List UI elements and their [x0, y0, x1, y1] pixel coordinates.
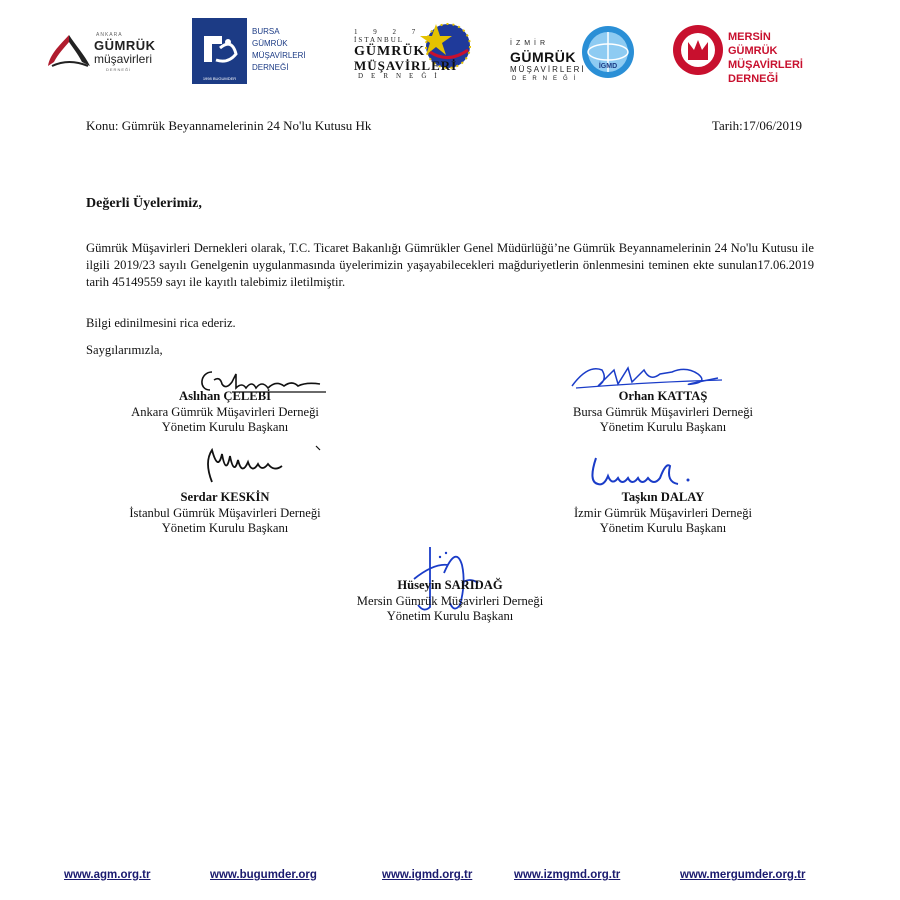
- signer-name: Hüseyin SARIDAĞ: [397, 578, 503, 592]
- mersin-logo-line4: DERNEĞİ: [728, 73, 779, 85]
- signer-name: Serdar KESKİN: [180, 490, 270, 504]
- signer-role: Yönetim Kurulu Başkanı: [161, 420, 289, 434]
- letter-closing: Bilgi edinilmesini rica ederiz.: [86, 316, 236, 330]
- signer-org: Ankara Gümrük Müşavirleri Derneği: [131, 404, 319, 419]
- istanbul-logo-year: 1 9 2 7: [354, 28, 423, 36]
- istanbul-logo: [352, 20, 477, 86]
- letter-subject: Konu: Gümrük Beyannamelerinin 24 No'lu Kutusu Hk: [86, 118, 372, 133]
- logo-row: [0, 18, 900, 93]
- signer-istanbul: [70, 490, 380, 537]
- istanbul-logo-line2: MÜŞAVİRLERİ: [354, 58, 458, 73]
- bursa-logo-line4: DERNEĞİ: [252, 63, 289, 72]
- bursa-logo-text: [252, 26, 306, 74]
- signer-role: Yönetim Kurulu Başkanı: [386, 609, 514, 623]
- istanbul-logo-line3: DERNEĞİ: [358, 72, 445, 80]
- bursa-emblem-icon: [192, 24, 247, 74]
- izmir-logo-line1: GÜMRÜK: [510, 49, 576, 65]
- signer-izmir: [508, 490, 818, 537]
- bursa-logo: [192, 18, 312, 84]
- letter-body: Gümrük Müşavirleri Dernekleri olarak, T.C. Ticaret Bakanlığı Gümrükler Genel Müdürlüğü’ne Gümrük Beyannamelerinin 24 No'lu Kutusu ile ilgili 2019/23 sayılı Genelgenin uygulanmasında üyelerimizin yaşayabilecekleri mağduriyetlerin önlenmesini teminen ekte sunulan17.06.2019 tarih 45149559 sayı ile kayıtlı talebimiz iletilmiştir.: [86, 241, 814, 289]
- footer-link-izmgmd[interactable]: www.izmgmd.org.tr: [514, 869, 621, 881]
- istanbul-logo-line1: GÜMRÜK: [354, 44, 426, 59]
- istanbul-logo-city: İSTANBUL: [354, 36, 405, 44]
- ankara-logo-city: ANKARA: [96, 32, 123, 38]
- mersin-logo-line3: MÜŞAVİRLERİ: [728, 59, 803, 71]
- signer-ankara: [70, 389, 380, 436]
- mersin-logo-line2: GÜMRÜK: [728, 45, 778, 57]
- signer-name: Taşkın DALAY: [621, 490, 705, 504]
- mersin-logo-line1: MERSİN: [728, 31, 771, 43]
- izmir-logo-line3: DERNEĞİ: [512, 76, 582, 82]
- izmir-emblem-icon: [580, 24, 636, 80]
- ankara-logo-sub: DERNEĞİ: [106, 67, 132, 72]
- letter-regards: Saygılarımızla,: [86, 343, 163, 357]
- footer-link-igmd[interactable]: www.igmd.org.tr: [382, 869, 473, 881]
- ankara-logo: [44, 30, 156, 80]
- footer-link-bugumder[interactable]: www.bugumder.org: [210, 869, 317, 881]
- mersin-emblem-icon: [672, 20, 724, 82]
- signer-org: Mersin Gümrük Müşavirleri Derneği: [356, 593, 544, 608]
- signer-org: İzmir Gümrük Müşavirleri Derneği: [573, 505, 752, 520]
- signer-name: Orhan KATTAŞ: [618, 389, 708, 403]
- mersin-logo-text: [728, 30, 803, 86]
- footer-link-agm[interactable]: www.agm.org.tr: [64, 869, 151, 881]
- ankara-logo-line1: GÜMRÜK: [94, 38, 156, 53]
- bursa-logo-line2: GÜMRÜK: [252, 39, 288, 48]
- ankara-emblem-icon: [44, 32, 94, 72]
- bursa-logo-box: [192, 18, 247, 84]
- signer-bursa: [508, 389, 818, 436]
- bursa-logo-line1: BURSA: [252, 27, 280, 36]
- izmir-logo-line2: MÜŞAVİRLERİ: [510, 65, 586, 74]
- letter-date: Tarih:17/06/2019: [711, 118, 802, 133]
- svg-text:İGMD: İGMD: [598, 63, 618, 70]
- signer-role: Yönetim Kurulu Başkanı: [599, 420, 727, 434]
- letter-salutation: Değerli Üyelerimiz,: [86, 196, 202, 211]
- mersin-logo: [672, 18, 812, 88]
- signature-keskin: [198, 442, 328, 490]
- bursa-logo-year: 1998 BUGUMDER: [202, 76, 237, 81]
- izmir-logo-city: İZMİR: [510, 40, 550, 47]
- ankara-logo-line2: müşavirleri: [94, 52, 153, 66]
- signer-org: İstanbul Gümrük Müşavirleri Derneği: [129, 505, 321, 520]
- signer-mersin: [290, 578, 610, 625]
- bursa-logo-line3: MÜŞAVİRLERİ: [252, 51, 306, 60]
- signer-role: Yönetim Kurulu Başkanı: [599, 521, 727, 535]
- izmir-logo: [510, 20, 635, 86]
- signer-org: Bursa Gümrük Müşavirleri Derneği: [572, 404, 754, 419]
- signer-role: Yönetim Kurulu Başkanı: [161, 521, 289, 535]
- footer-links: [0, 869, 900, 889]
- signer-name: Aslıhan ÇELEBİ: [178, 389, 272, 403]
- footer-link-mergumder[interactable]: www.mergumder.org.tr: [680, 869, 806, 881]
